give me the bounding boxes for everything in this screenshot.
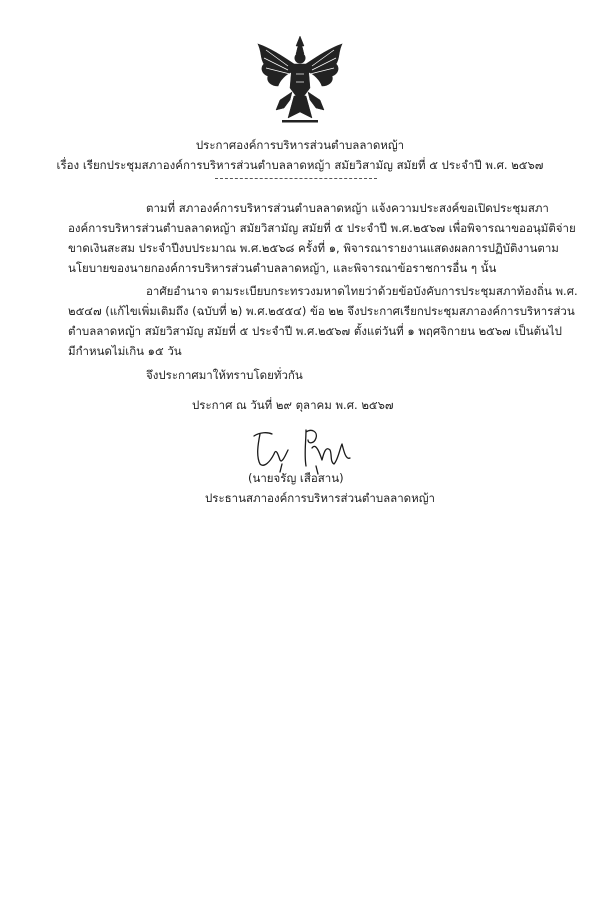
announcement-issuer: ประกาศองค์การบริหารส่วนตำบลลาดหญ้า — [195, 138, 405, 152]
paragraph2-line: ๒๕๔๗ (แก้ไขเพิ่มเติมถึง (ฉบับที่ ๒) พ.ศ.๒๕๕๔) ข้อ ๒๒ จึงประกาศเรียกประชุมสภาองค์การบริหารส่วน — [68, 304, 575, 318]
header-divider — [215, 178, 377, 179]
paragraph2-line: มีกำหนดไม่เกิน ๑๕ วัน — [68, 344, 182, 358]
paragraph1-line: ตามที่ สภาองค์การบริหารส่วนตำบลลาดหญ้า แจ้งความประสงค์ขอเปิดประชุมสภา — [146, 201, 549, 215]
signer-name: (นายจรัญ เสือสาน) — [248, 471, 344, 485]
signer-position: ประธานสภาองค์การบริหารส่วนตำบลลาดหญ้า — [205, 491, 435, 505]
announcement-date: ประกาศ ณ วันที่ ๒๙ ตุลาคม พ.ศ. ๒๕๖๗ — [192, 398, 394, 412]
announcement-subject: เรื่อง เรียกประชุมสภาองค์การบริหารส่วนตำบลลาดหญ้า สมัยวิสามัญ สมัยที่ ๕ ประจำปี พ.ศ. ๒๕๖๗ — [56, 158, 544, 172]
paragraph1-line: นโยบายของนายกองค์การบริหารส่วนตำบลลาดหญ้า, และพิจารณาข้อราชการอื่น ๆ นั้น — [68, 261, 497, 275]
garuda-emblem-icon — [252, 34, 348, 126]
closing-statement: จึงประกาศมาให้ทราบโดยทั่วกัน — [146, 368, 303, 382]
handwritten-signature-icon — [246, 424, 356, 476]
paragraph1-line: องค์การบริหารส่วนตำบลลาดหญ้า สมัยวิสามัญ สมัยที่ ๕ ประจำปี พ.ศ.๒๕๖๗ เพื่อพิจารณาขออนุมัติจ่าย — [68, 221, 576, 235]
paragraph1-line: ขาดเงินสะสม ประจำปีงบประมาณ พ.ศ.๒๕๖๘ ครั้งที่ ๑, พิจารณารายงานแสดงผลการปฏิบัติงานตาม — [68, 241, 559, 255]
paragraph2-line: ตำบลลาดหญ้า สมัยวิสามัญ สมัยที่ ๕ ประจำปี พ.ศ.๒๕๖๗ ตั้งแต่วันที่ ๑ พฤศจิกายน ๒๕๖๗ เป็นต้นไป — [68, 324, 562, 338]
paragraph2-line: อาศัยอำนาจ ตามระเบียบกระทรวงมหาดไทยว่าด้วยข้อบังคับการประชุมสภาท้องถิ่น พ.ศ. — [146, 284, 578, 298]
